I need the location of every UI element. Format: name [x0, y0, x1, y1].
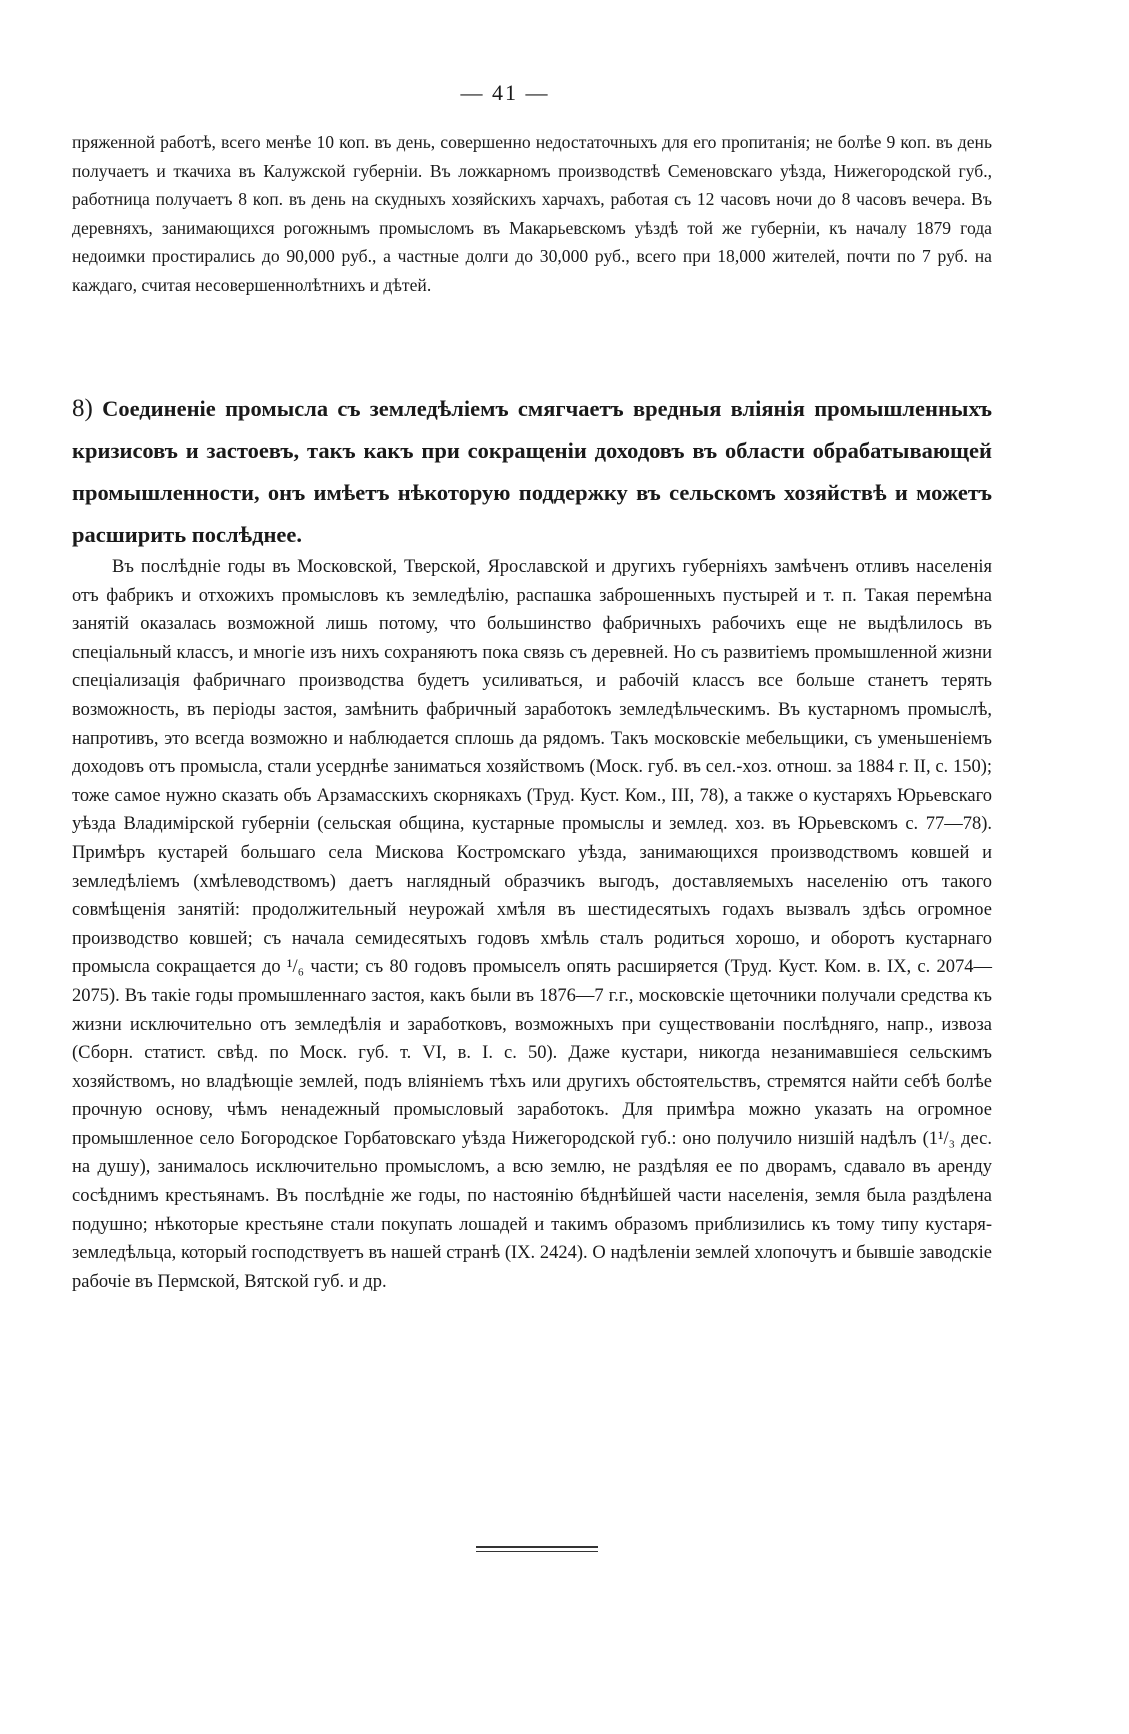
- section-heading: [72, 388, 992, 556]
- section-body: Въ послѣдніе годы въ Московской, Тверской, Ярославской и другихъ губерніяхъ замѣченъ отливъ населенія отъ фабрикъ и отхожихъ промысловъ къ земледѣлію, распашка заброшенныхъ пустырей и т. п. Такая перемѣна занятій оказалась возможной лишь потому, что большинство фабричныхъ рабочихъ еще не выдѣлилось въ спеціальный классъ, и многіе изъ нихъ сохраняютъ пока связь съ деревней. Но съ развитіемъ промышленной жизни спеціализація фабричнаго производства будетъ усиливаться, и рабочій классъ все больше станетъ терять возможность, въ періоды застоя, замѣнить фабричный заработокъ земледѣльческимъ. Въ кустарномъ промыслѣ, напротивъ, это всегда возможно и наблюдается сплошь да рядомъ. Такъ московскіе мебельщики, съ уменьшеніемъ доходовъ отъ промысла, стали усерднѣе заниматься хозяйствомъ (Моск. губ. въ сел.-хоз. отнош. за 1884 г. II, с. 150); тоже самое нужно сказать объ Арзамасскихъ скорнякахъ (Труд. Куст. Ком., III, 78), а также о кустаряхъ Юрьевскаго уѣзда Владимірской губерніи (сельская община, кустарные промыслы и землед. хоз. въ Юрьевскомъ с. 77—78). Примѣръ кустарей большаго села Мискова Костромскаго уѣзда, занимающихся производствомъ ковшей и земледѣліемъ (хмѣлеводствомъ) даетъ наглядный образчикъ выгодъ, доставляемыхъ населенію отъ такого совмѣщенія занятій: продолжительный неурожай хмѣля въ шестидесятыхъ годахъ вызвалъ здѣсь огромное производство ковшей; съ начала семидесятыхъ годовъ хмѣль сталъ родиться хорошо, и оборотъ кустарнаго промысла сокращается до ¹/₆ части; съ 80 годовъ промыселъ опять расширяется (Труд. Куст. Ком. в. IX, с. 2074—2075). Въ такіе годы промышленнаго застоя, какъ были въ 1876—7 г.г., московскіе щеточники получали средства къ жизни исключительно отъ земледѣлія и заработковъ, возможныхъ при существованіи послѣдняго, напр., извоза (Сборн. статист. свѣд. по Моск. губ. т. VI, в. I. с. 50). Даже кустари, никогда незанимавшіеся сельскимъ хозяйствомъ, но владѣющіе землей, подъ вліяніемъ тѣхъ или другихъ обстоятельствъ, стремятся найти себѣ болѣе прочную основу, чѣмъ ненадежный промысловый заработокъ. Для примѣра можно указать на огромное промышленное село Богородское Горбатовскаго уѣзда Нижегородской губ.: оно получило низшій надѣлъ (1¹/₃ дес. на душу), занималось исключительно промысломъ, а всю землю, не раздѣляя ее по дворамъ, сдавало въ аренду сосѣднимъ крестьянамъ. Въ послѣдніе же годы, по настоянію бѣднѣйшей части населенія, земля была раздѣлена подушно; нѣкоторые крестьяне стали покупать лошадей и такимъ образомъ приблизились къ тому типу кустаря-земледѣльца, который господствуетъ въ нашей странѣ (IX. 2424). О надѣленіи землей хлопочутъ и бывшіе заводскіе рабочіе въ Пермской, Вятской губ. и др.: [72, 557, 992, 1292]
- end-divider-thin: [476, 1551, 598, 1552]
- end-divider-thick: [476, 1546, 598, 1548]
- section-heading-text: Соединеніе промысла съ земледѣліемъ смягчаетъ вредныя вліянія промышленныхъ кризисовъ и застоевъ, такъ какъ при сокращеніи доходовъ въ области обрабатывающей промышленности, онъ имѣетъ нѣкоторую поддержку въ сельскомъ хозяйствѣ и можетъ расширить послѣднее.: [72, 396, 993, 547]
- top-paragraph: пряженной работѣ, всего менѣе 10 коп. въ день, совершенно недостаточныхъ для его пропитанія; не болѣе 9 коп. въ день получаетъ и ткачиха въ Калужской губерніи. Въ ложкарномъ производствѣ Семеновскаго уѣзда, Нижегородской губ., работница получаетъ 8 коп. въ день на скудныхъ хозяйскихъ харчахъ, работая съ 12 часовъ ночи до 8 часовъ вечера. Въ деревняхъ, занимающихся рогожнымъ промысломъ въ Макарьевскомъ уѣздѣ той же губерніи, къ началу 1879 года недоимки простирались до 90,000 руб., а частные долги до 30,000 руб., всего при 18,000 жителей, почти по 7 руб. на каждаго, считая несовершеннолѣтнихъ и дѣтей.: [72, 132, 992, 295]
- section-number: 8): [72, 395, 93, 422]
- page-number: — 41 —: [460, 80, 550, 105]
